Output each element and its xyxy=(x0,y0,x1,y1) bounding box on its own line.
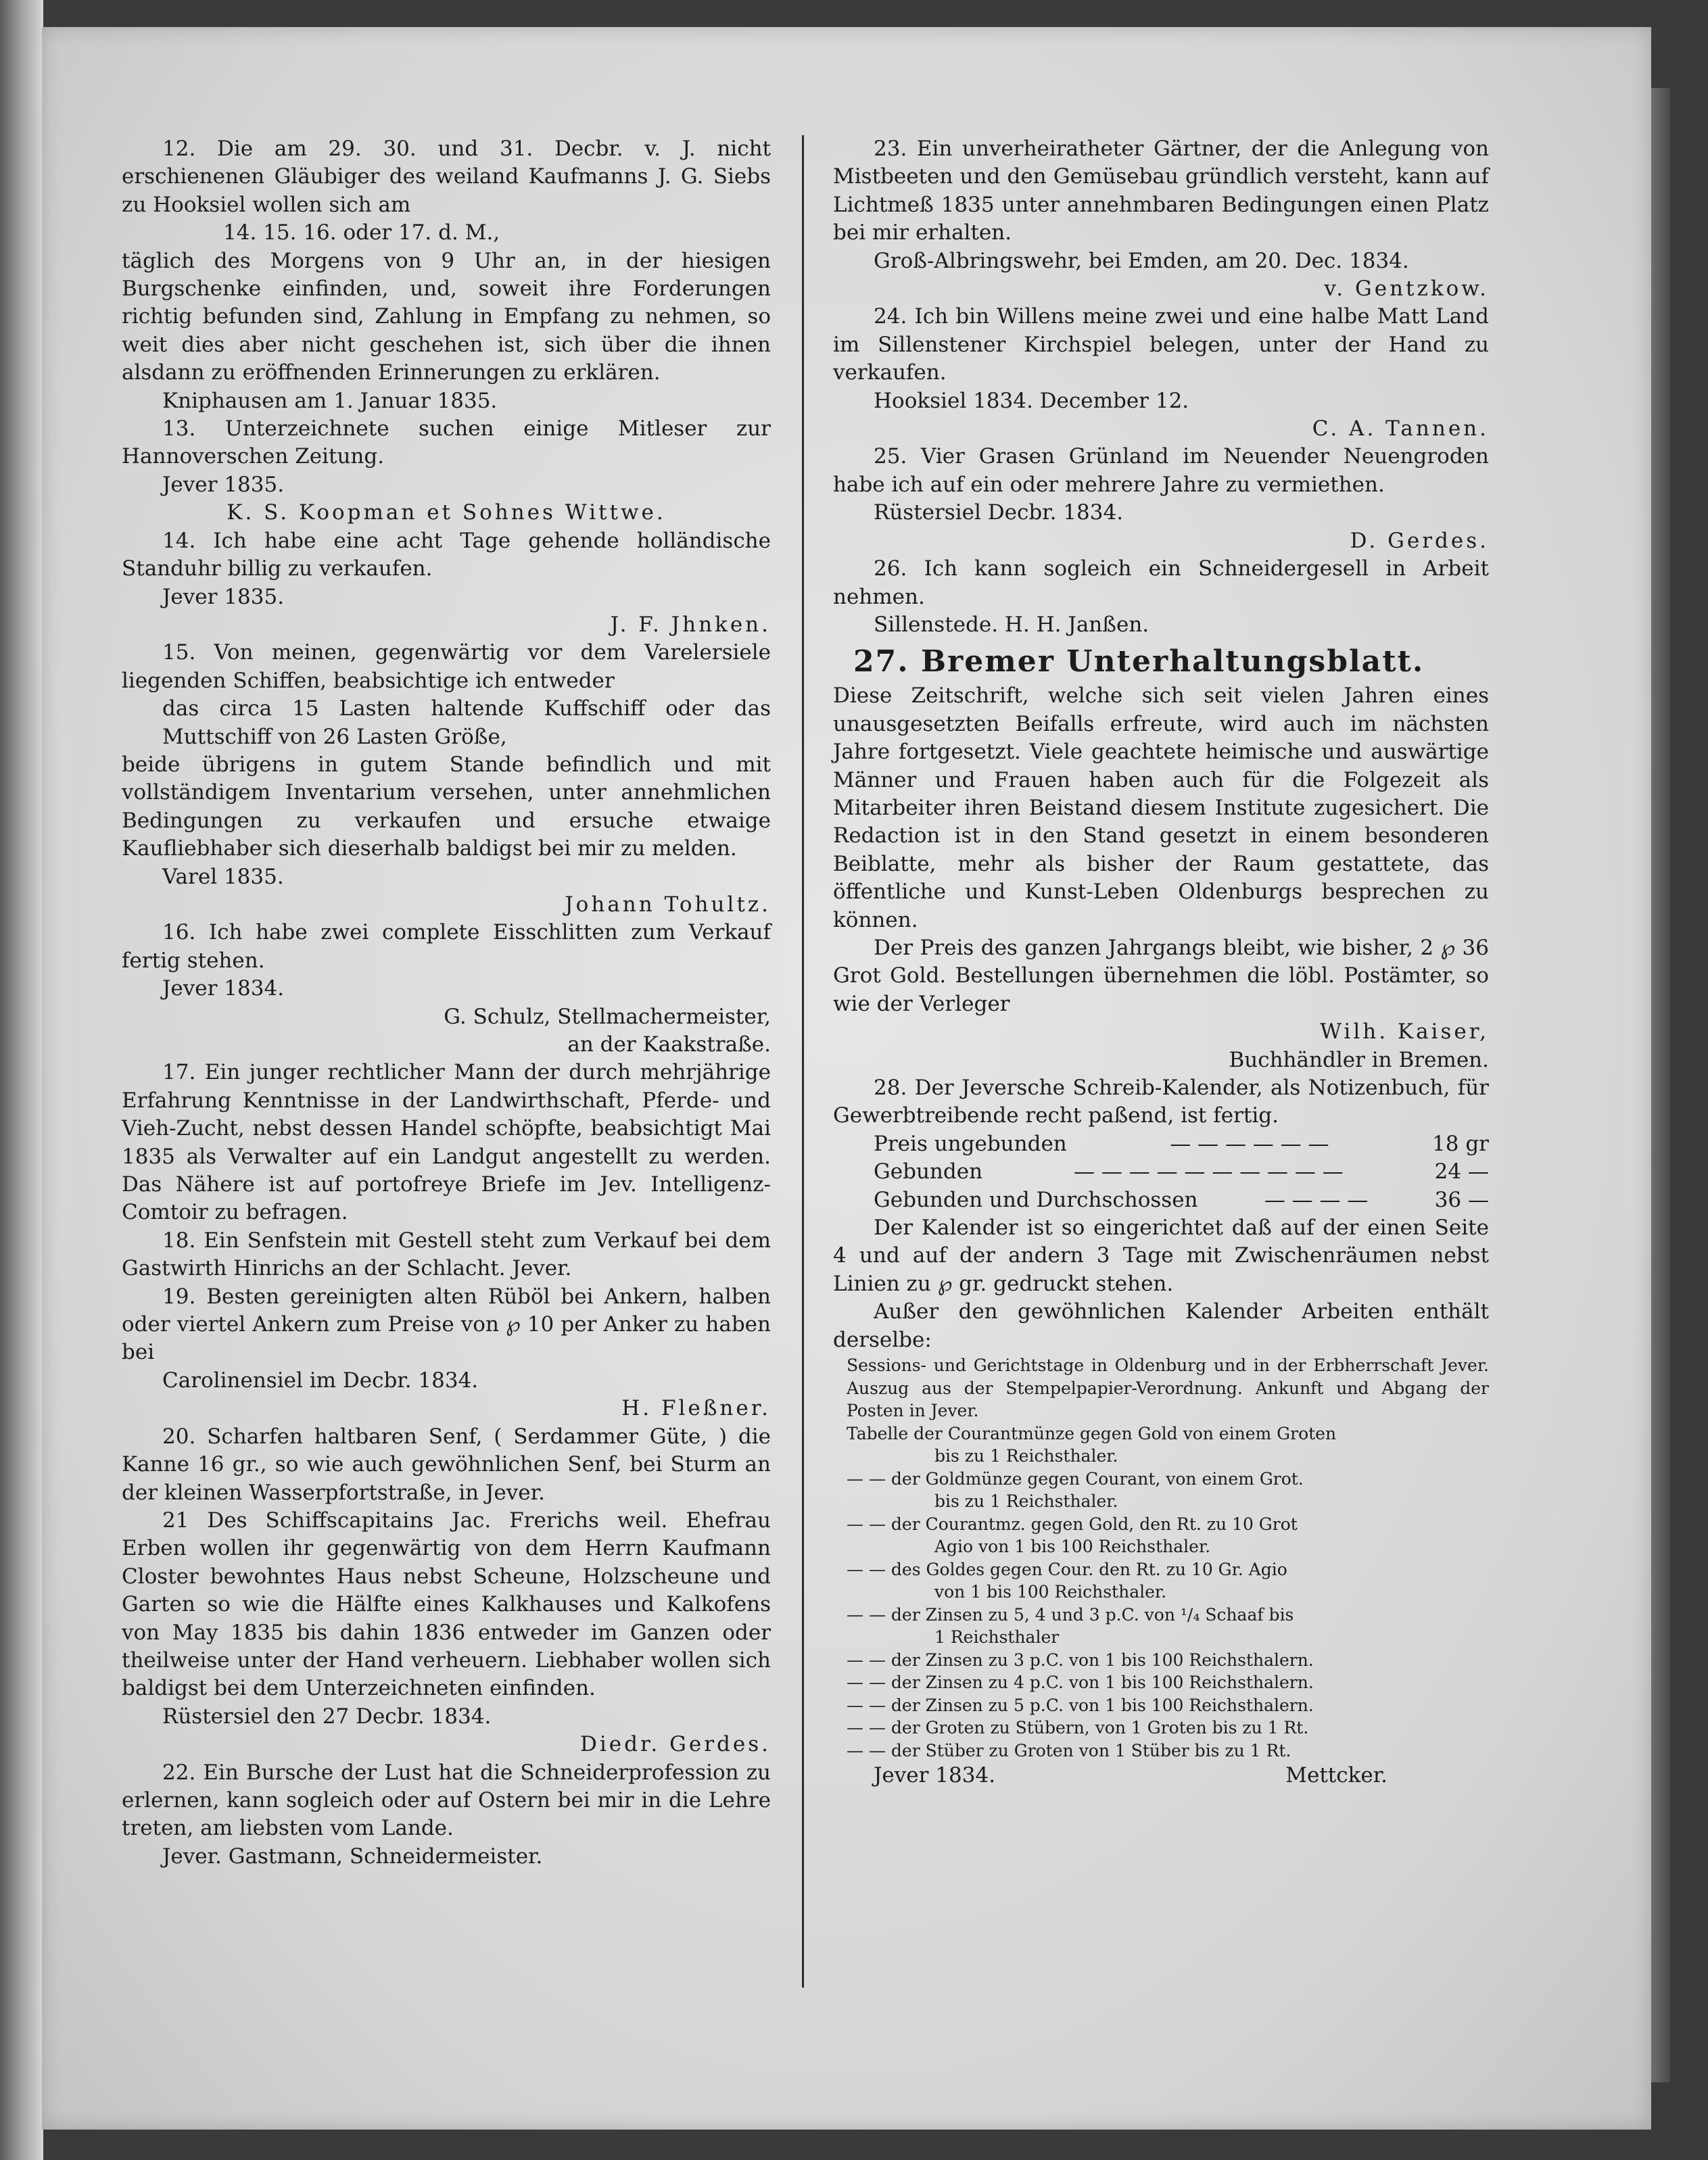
price-dashes: — — — — — — xyxy=(1170,1131,1329,1156)
list-item: — — der Goldmünze gegen Courant, von einem Grot. xyxy=(847,1468,1304,1489)
list-item: — — der Zinsen zu 4 p.C. von 1 bis 100 Reichsthalern. xyxy=(847,1673,1314,1693)
notice-line: 28. Der Jeversche Schreib-Kalender, als Notizenbuch, für Gewerbtreibende recht paßend, ist fertig. xyxy=(833,1076,1489,1128)
closing-line xyxy=(833,1762,1489,1790)
notice-line: 23. Ein unverheiratheter Gärtner, der die Anlegung von Mistbeeten und den Gemüsebau gründlich versteht, kann auf Lichtmeß 1835 unter annehmbaren Bedingungen einen Platz bei mir erhalten. xyxy=(833,137,1489,245)
column-divider xyxy=(802,135,804,1988)
right-column-notices-3 xyxy=(833,1214,1489,1354)
price-value: 36 — xyxy=(1434,1187,1489,1212)
notice-line: 13. Unterzeichnete suchen einige Mitleser zur Hannoverschen Zeitung. xyxy=(122,416,771,469)
notice-line: das circa 15 Lasten haltende Kuffschiff oder das Muttschiff von 26 Lasten Größe, xyxy=(162,696,771,749)
notice-line: Carolinensiel im Decbr. 1834. xyxy=(162,1368,479,1393)
notice-line: D. Gerdes. xyxy=(1350,528,1489,553)
closing-signature: Mettcker. xyxy=(1285,1763,1387,1788)
notice-line: beide übrigens in gutem Stande befindlich und mit vollständigem Inventarium versehen, unter annehmlichen Bedingungen zu verkaufen und ersuche etwaige Kaufliebhaber sich dieserhalb baldigst bei mir zu melden. xyxy=(122,752,771,861)
right-column-notices-2 xyxy=(833,682,1489,1130)
notice-line: Jever 1834. xyxy=(162,976,285,1001)
price-label: Preis ungebunden xyxy=(874,1131,1067,1156)
price-row xyxy=(833,1158,1489,1186)
notice-line: Der Preis des ganzen Jahrgangs bleibt, wie bisher, 2 ℘ 36 Grot Gold. Bestellungen übernehmen die löbl. Postämter, so wie der Verleger xyxy=(833,935,1489,1016)
notice-line: Buchhändler in Bremen. xyxy=(1229,1047,1489,1072)
notice-line: Der Kalender ist so eingerichtet daß auf der einen Seite 4 und auf der andern 3 Tage mit Zwischenräumen nebst Linien zu ℘ gr. gedruckt stehen. xyxy=(833,1216,1489,1296)
list-item: — — des Goldes gegen Cour. den Rt. zu 10 Gr. Agio xyxy=(847,1559,1287,1579)
list-item: Sessions- und Gerichtstage in Oldenburg und in der Erbherrschaft Jever. Auszug aus der Stempelpapier-Verordnung. Ankunft und Abgang der Posten in Jever. xyxy=(847,1355,1489,1421)
closing-place: Jever 1834. xyxy=(874,1763,996,1788)
notice-line: Varel 1835. xyxy=(162,864,284,889)
notice-line: Sillenstede. H. H. Janßen. xyxy=(874,612,1149,637)
list-item: 1 Reichsthaler xyxy=(934,1627,1060,1648)
notice-line: Wilh. Kaiser, xyxy=(1320,1019,1489,1045)
list-item: — — der Courantmz. gegen Gold, den Rt. zu 10 Grot xyxy=(847,1514,1298,1534)
notice-line: Rüstersiel den 27 Decbr. 1834. xyxy=(162,1704,492,1729)
price-label: Gebunden xyxy=(874,1159,983,1184)
notice-line: v. Gentzkow. xyxy=(1324,277,1489,302)
notice-line: täglich des Morgens von 9 Uhr an, in der hiesigen Burgschenke einfinden, und, soweit ihre Forderungen richtig befunden sind, Zahlung in Empfang zu nehmen, so weit dies aber nicht geschehen ist, sich über die ihnen alsdann zu eröffnenden Erinnerungen zu erklären. xyxy=(122,248,771,385)
notice-line: Jever 1835. xyxy=(162,584,285,609)
price-list xyxy=(833,1130,1489,1214)
price-row xyxy=(833,1186,1489,1214)
notice-line: Groß-Albringswehr, bei Emden, am 20. Dec. 1834. xyxy=(874,248,1409,273)
notice-line: 16. Ich habe zwei complete Eisschlitten zum Verkauf fertig stehen. xyxy=(122,920,771,973)
notice-line: Johann Tohultz. xyxy=(565,892,771,917)
notice-line: K. S. Koopman et Sohnes Wittwe. xyxy=(227,500,666,525)
notice-line: Rüstersiel Decbr. 1834. xyxy=(874,500,1124,525)
price-value: 18 gr xyxy=(1432,1131,1489,1156)
notice-line: Kniphausen am 1. Januar 1835. xyxy=(162,388,498,413)
notice-line: 17. Ein junger rechtlicher Mann der durch mehrjährige Erfahrung Kenntnisse in der Landwirthschaft, Pferde- und Vieh-Zucht, nebst dessen Handel schöpfte, beabsichtigt Mai 1835 als Verwalter auf ein Landgut angestellt zu werden. Das Nähere ist auf portofreye Briefe im Jev. Intelligenz-Comtoir zu befragen. xyxy=(122,1060,771,1225)
notice-line: Diedr. Gerdes. xyxy=(580,1732,771,1757)
notice-line: 22. Ein Bursche der Lust hat die Schneiderprofession zu erlernen, kann sogleich oder auf Ostern bei mir in die Lehre treten, am liebsten vom Lande. xyxy=(122,1760,771,1841)
notice-line: 21 Des Schiffscapitains Jac. Frerichs weil. Ehefrau Erben wollen ihr gegenwärtig von dem Herrn Kaufmann Closter bewohntes Haus nebst Scheune, Holzscheune und Garten so wie die Hälfte eines Kalkhauses und Kalkofens von May 1835 bis dahin 1836 entweder im Ganzen oder theilweise unter der Hand verheuern. Liebhaber wollen sich baldigst bei dem Unterzeichneten einfinden. xyxy=(122,1508,771,1701)
notice-line: 12. Die am 29. 30. und 31. Decbr. v. J. nicht erschienenen Gläubiger des weiland Kaufmanns J. G. Siebs zu Hooksiel wollen sich am xyxy=(122,137,771,217)
list-item: — — der Zinsen zu 5, 4 und 3 p.C. von ¹/₄ Schaaf bis xyxy=(847,1604,1294,1625)
list-item: — — der Zinsen zu 5 p.C. von 1 bis 100 Reichsthalern. xyxy=(847,1695,1314,1715)
price-row xyxy=(833,1130,1489,1158)
list-item: Tabelle der Courantmünze gegen Gold von einem Groten xyxy=(847,1423,1337,1443)
notice-line: Jever. Gastmann, Schneidermeister. xyxy=(162,1844,543,1869)
notice-line: 14. 15. 16. oder 17. d. M., xyxy=(223,220,500,245)
left-column xyxy=(122,135,771,1871)
list-item: — — der Zinsen zu 3 p.C. von 1 bis 100 Reichsthalern. xyxy=(847,1650,1314,1670)
notice-line: 20. Scharfen haltbaren Senf, ( Serdammer Güte, ) die Kanne 16 gr., so wie auch gewöhnlichen Senf, bei Sturm an der kleinen Wasserpfortstraße, in Jever. xyxy=(122,1424,771,1505)
price-dashes: — — — — xyxy=(1264,1187,1369,1212)
notice-line: an der Kaakstraße. xyxy=(567,1032,771,1057)
list-item: von 1 bis 100 Reichsthaler. xyxy=(934,1582,1167,1602)
list-item: bis zu 1 Reichsthaler. xyxy=(934,1446,1118,1466)
notice-line: H. Fleßner. xyxy=(621,1396,771,1421)
notice-line: 18. Ein Senfstein mit Gestell steht zum Verkauf bei dem Gastwirth Hinrichs an der Schlacht. Jever. xyxy=(122,1228,771,1281)
notice-line: G. Schulz, Stellmachermeister, xyxy=(444,1004,771,1029)
notice-27-heading: 27. Bremer Unterhaltungsblatt. xyxy=(853,644,1425,679)
price-value: 24 — xyxy=(1434,1159,1489,1184)
calendar-contents-list xyxy=(833,1354,1489,1762)
notice-line: Außer den gewöhnlichen Kalender Arbeiten enthält derselbe: xyxy=(833,1299,1489,1352)
book-binding xyxy=(0,0,43,2160)
price-label: Gebunden und Durchschossen xyxy=(874,1187,1198,1212)
list-item: — — der Groten zu Stübern, von 1 Groten bis zu 1 Rt. xyxy=(847,1718,1309,1738)
notice-line: 19. Besten gereinigten alten Rüböl bei Ankern, halben oder viertel Ankern zum Preise von ℘ 10 per Anker zu haben bei xyxy=(122,1284,771,1365)
list-item: — — der Stüber zu Groten von 1 Stüber bis zu 1 Rt. xyxy=(847,1740,1291,1760)
right-column-notices xyxy=(833,135,1489,639)
notice-line: 14. Ich habe eine acht Tage gehende holländische Standuhr billig zu verkaufen. xyxy=(122,528,771,581)
notice-line: 15. Von meinen, gegenwärtig vor dem Varelersiele liegenden Schiffen, beabsichtige ich entweder xyxy=(122,640,771,693)
notice-line: Jever 1835. xyxy=(162,472,285,497)
right-column xyxy=(833,135,1489,1790)
price-dashes: — — — — — — — — — — xyxy=(1074,1159,1344,1184)
notice-line: 26. Ich kann sogleich ein Schneidergesell in Arbeit nehmen. xyxy=(833,556,1489,609)
notice-line: Hooksiel 1834. December 12. xyxy=(874,388,1189,413)
list-item: bis zu 1 Reichsthaler. xyxy=(934,1491,1118,1512)
notice-line: Diese Zeitschrift, welche sich seit vielen Jahren eines unausgesetzten Beifalls erfreute, wird auch im nächsten Jahre fortgesetzt. Viele geachtete heimische und auswärtige Männer und Frauen haben auch für die Folgezeit als Mitarbeiter ihren Beistand diesem Institute zugesichert. Die Redaction ist in den Stand gesetzt in einem besonderen Beiblatte, mehr als bisher der Raum gestattete, das öffentliche und Kunst-Leben Oldenburgs besprechen zu können. xyxy=(833,683,1489,932)
notice-line: J. F. Jhnken. xyxy=(610,612,771,637)
notice-line: C. A. Tannen. xyxy=(1312,416,1489,441)
notice-line: 25. Vier Grasen Grünland im Neuender Neuengroden habe ich auf ein oder mehrere Jahre zu vermiethen. xyxy=(833,444,1489,497)
list-item: Agio von 1 bis 100 Reichsthaler. xyxy=(934,1537,1211,1557)
notice-line: 24. Ich bin Willens meine zwei und eine halbe Matt Land im Sillenstener Kirchspiel belegen, unter der Hand zu verkaufen. xyxy=(833,304,1489,385)
